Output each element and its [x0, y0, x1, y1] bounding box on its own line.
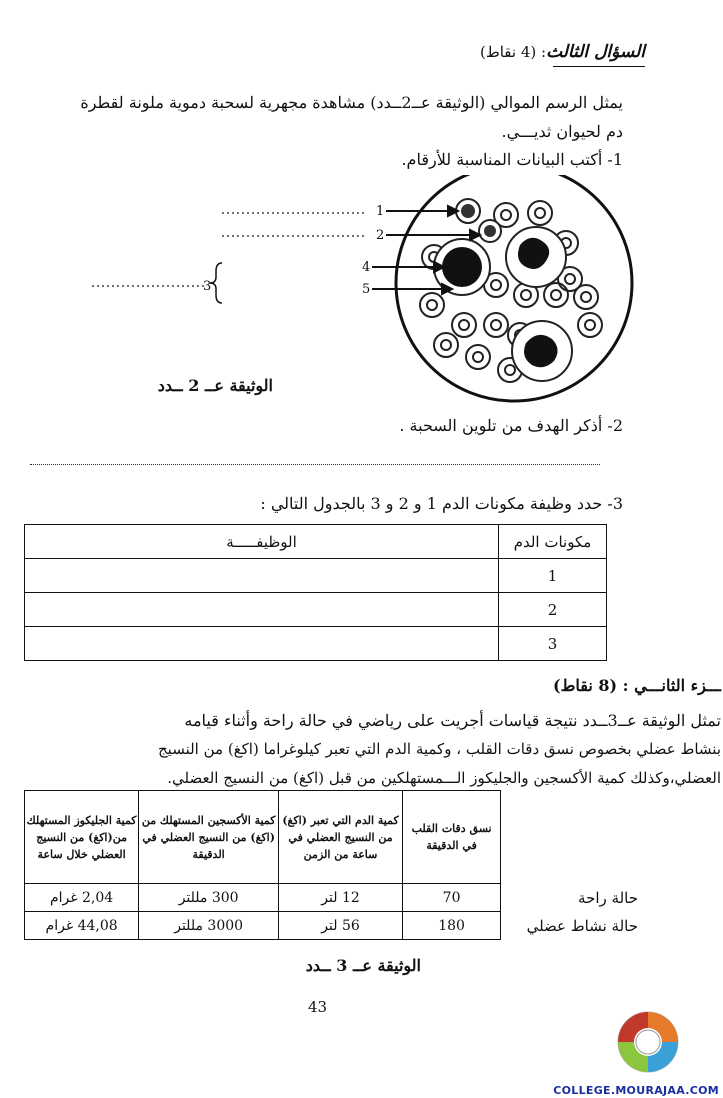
- document-2-caption: الوثيقة عــ 2 ــدد: [157, 376, 273, 395]
- intro-line-1: يمثل الرسم الموالي (الوثيقة عــ2ــدد) مشاهدة مجهرية لسحبة دموية ملونة لقطرة: [80, 93, 623, 112]
- oxygen-value: 3000 مللتر: [139, 912, 279, 940]
- brace-3: [210, 263, 222, 303]
- table-row: [25, 912, 639, 940]
- label-3: 3: [203, 279, 212, 294]
- heart-rate-value: 70: [402, 884, 500, 912]
- header-function: الوظيفـــــة: [25, 525, 499, 559]
- page-number: 43: [308, 998, 328, 1016]
- state-label: حالة نشاط عضلي: [526, 916, 638, 935]
- measurements-table: [24, 790, 638, 940]
- watermark-url: COLLEGE.MOURAJAA.COM: [553, 1084, 719, 1097]
- label-1: 1: [376, 204, 385, 219]
- blood-volume-value: 56 لتر: [279, 912, 403, 940]
- title-underline: [553, 66, 645, 67]
- question-title: السؤال الثالث: (4 نقاط): [480, 42, 645, 62]
- intro-line-2: دم لحيوان ثديـــي.: [501, 122, 623, 141]
- question-2: 2- أذكر الهدف من تلوين السحبة .: [399, 416, 623, 435]
- blood-volume-value: 12 لتر: [279, 884, 403, 912]
- answer-line-q2: [30, 464, 600, 465]
- function-table: [24, 524, 607, 661]
- heart-rate-value: 180: [402, 912, 500, 940]
- question-1: 1- أكتب البيانات المناسبة للأرقام.: [401, 150, 623, 169]
- blood-smear-diagram: [0, 175, 723, 415]
- part-2-line-3: العضلي،وكذلك كمية الأكسجين والجليكوز الـــمستهلكين من قبل (اكغ) من النسيج العضلي.: [167, 769, 721, 787]
- glucose-value: 2,04 غرام: [25, 884, 139, 912]
- part-2-title: ـــزء الثانـــي : (8 نقاط): [553, 676, 721, 695]
- function-answer-1[interactable]: [25, 559, 499, 593]
- label-5: 5: [362, 282, 371, 297]
- answer-lines: [92, 213, 366, 286]
- state-label: حالة راحة: [578, 888, 638, 907]
- header-blood-volume: كمية الدم التي تعبر (اكغ) من النسيج العضلي في ساعة من الزمن: [279, 791, 403, 884]
- label-2: 2: [376, 228, 385, 243]
- row-label-2: 2: [499, 593, 607, 627]
- header-heart-rate: نسق دقات القلب في الدقيقة: [402, 791, 500, 884]
- site-logo: [612, 1002, 684, 1074]
- row-label-3: 3: [499, 627, 607, 661]
- cell-2-core: [484, 225, 496, 237]
- table-row: [25, 884, 639, 912]
- header-glucose: كمية الجليكوز المستهلك من(اكغ) من النسيج العضلي خلال ساعة: [25, 791, 139, 884]
- label-4: 4: [362, 260, 371, 275]
- part-2-line-2: بنشاط عضلي بخصوص نسق دقات القلب ، وكمية الدم التي تعبر كيلوغراما (اكغ) من النسيج: [157, 740, 721, 758]
- header-components: مكونات الدم: [499, 525, 607, 559]
- diagram-numbers: [203, 204, 384, 297]
- question-3: 3- حدد وظيفة مكونات الدم 1 و 2 و 3 بالجدول التالي :: [260, 494, 623, 513]
- function-answer-3[interactable]: [25, 627, 499, 661]
- cell-1-core: [461, 204, 475, 218]
- part-2-line-1: تمثل الوثيقة عــ3ــدد نتيجة قياسات أجريت على رياضي في حالة راحة وأثناء قيامه: [184, 711, 721, 730]
- header-oxygen: كمية الأكسجين المستهلك من (اكغ) من النسيج العضلي في الدقيقة: [139, 791, 279, 884]
- function-answer-2[interactable]: [25, 593, 499, 627]
- lymphocyte-nucleus: [442, 247, 482, 287]
- oxygen-value: 300 مللتر: [139, 884, 279, 912]
- row-label-1: 1: [499, 559, 607, 593]
- document-3-caption: الوثيقة عــ 3 ــدد: [305, 956, 421, 975]
- blank-corner: [501, 791, 638, 884]
- glucose-value: 44,08 غرام: [25, 912, 139, 940]
